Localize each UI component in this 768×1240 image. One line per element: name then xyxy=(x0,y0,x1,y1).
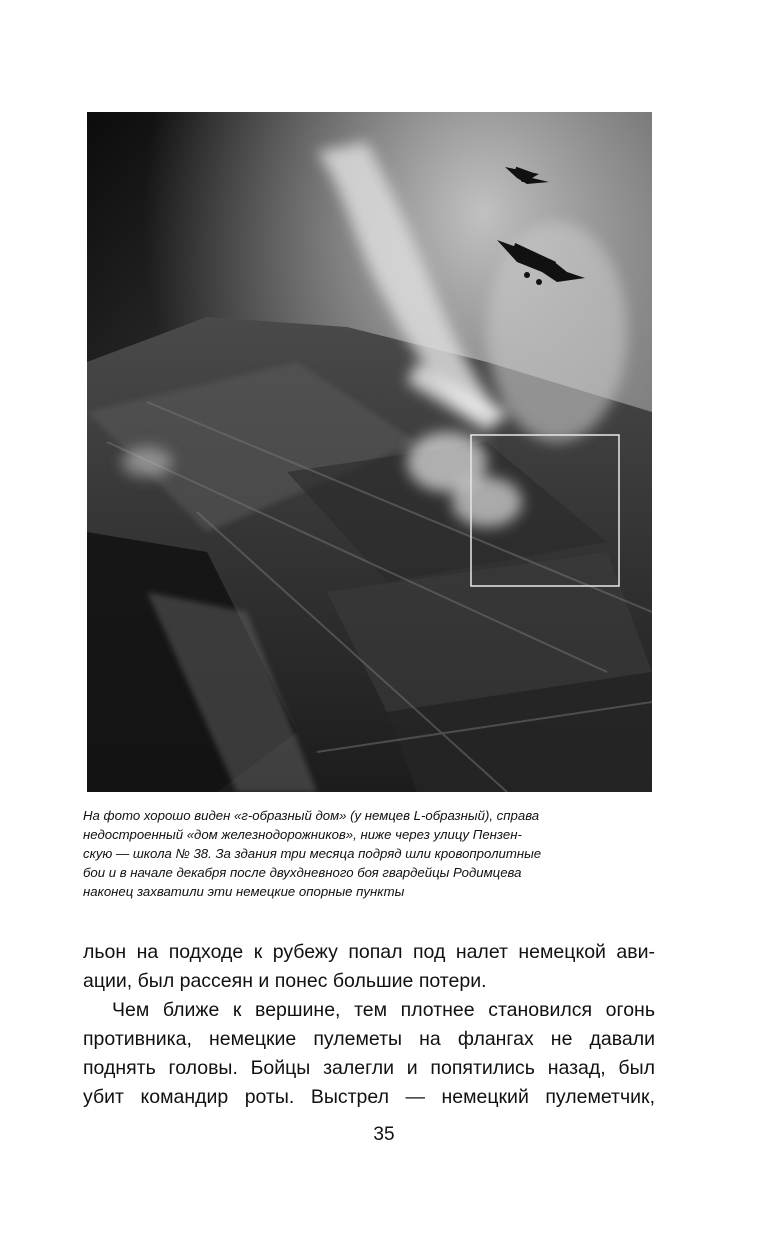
body-line: ации, был рассеян и понес большие потери. xyxy=(83,970,487,992)
body-line: противника, немецкие пулеметы на флангах не давали xyxy=(83,1028,655,1050)
aerial-photo-illustration xyxy=(87,112,652,792)
caption-line: наконец захватили эти немецкие опорные пункты xyxy=(83,884,405,899)
caption-line: недостроенный «дом железнодорожников», ниже через улицу Пензен- xyxy=(83,827,522,842)
caption-line: На фото хорошо виден «г-образный дом» (у немцев L-образный), справа xyxy=(83,808,540,823)
body-line: поднять головы. Бойцы залегли и попятились назад, был xyxy=(83,1057,655,1079)
photo-caption xyxy=(83,806,658,901)
body-line: Чем ближе к вершине, тем плотнее становился огонь xyxy=(112,999,655,1021)
body-line: льон на подходе к рубежу попал под налет немецкой ави- xyxy=(83,941,655,963)
aerial-photo xyxy=(87,112,652,792)
body-line: убит командир роты. Выстрел — немецкий пулеметчик, xyxy=(83,1086,655,1108)
body-text xyxy=(83,938,655,1112)
caption-line: бои и в начале декабря после двухдневного боя гвардейцы Родимцева xyxy=(83,865,522,880)
page-number: 35 xyxy=(373,1124,395,1145)
caption-line: скую — школа № 38. За здания три месяца подряд шли кровопролитные xyxy=(83,846,542,861)
